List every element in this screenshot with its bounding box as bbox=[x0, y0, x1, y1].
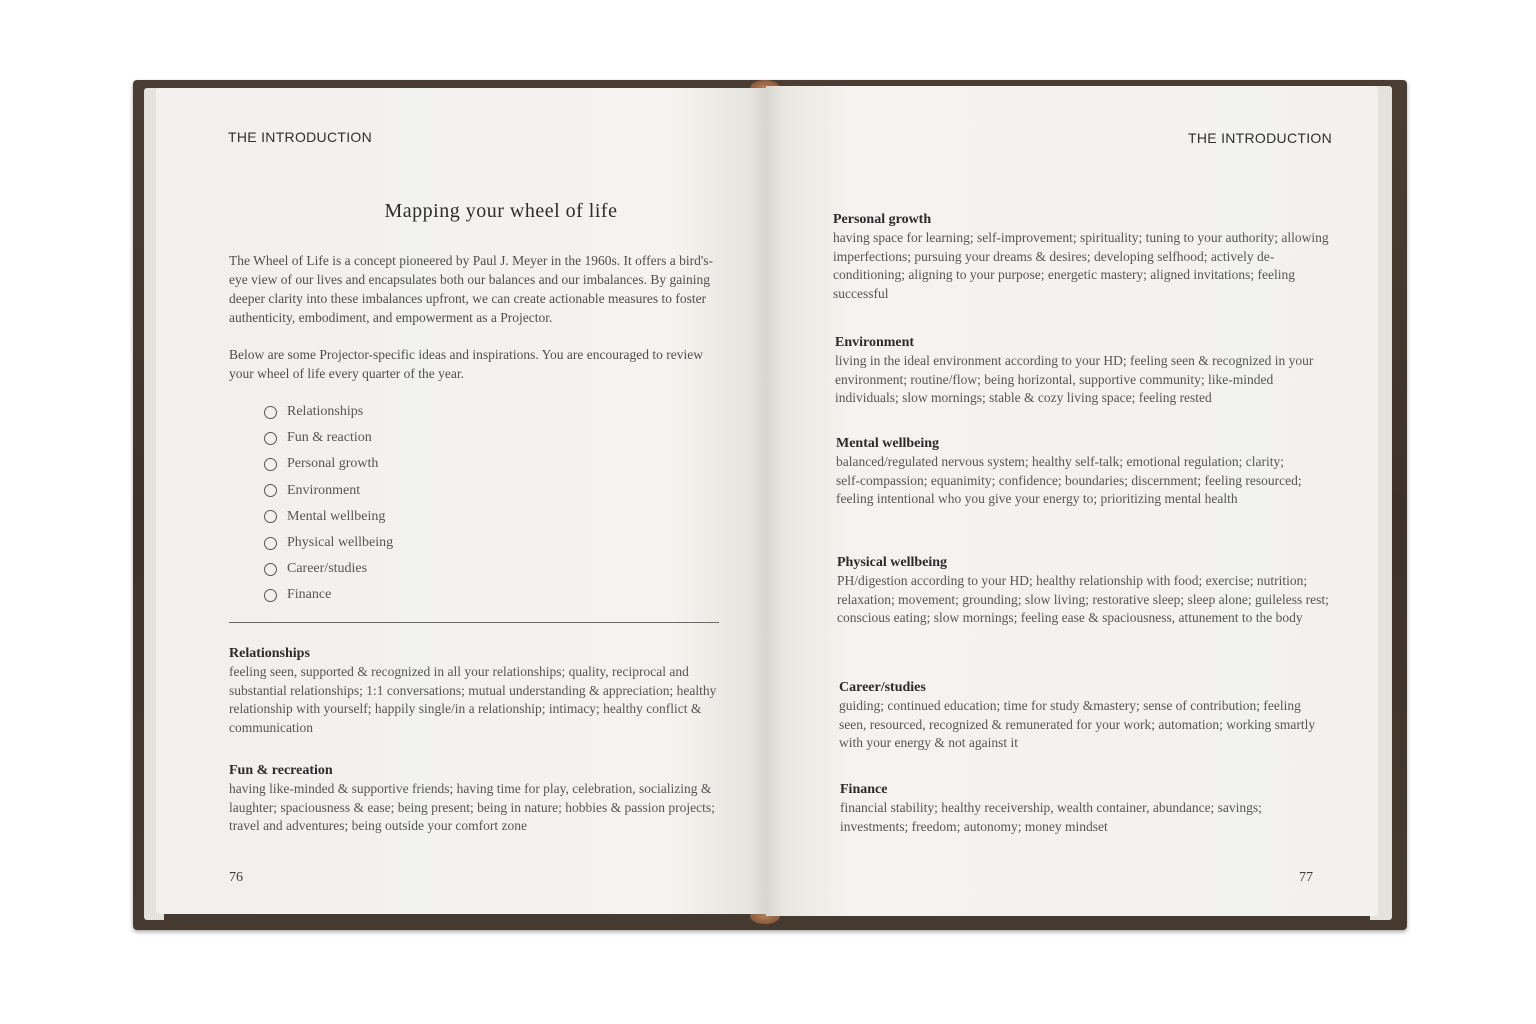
section-body: balanced/regulated nervous system; healthy self-talk; emotional regulation; clarity; self-compassion; equanimity; confidence; boundaries; discernment; feeling resourced; feeling intentional who you give your energy to; prioritizing mental health bbox=[836, 454, 1302, 506]
section-body: having space for learning; self-improvement; spirituality; tuning to your authority; allowing imperfections; pursuing your dreams & desires; developing selfhood; actively de-conditioning; aligning to your purpose; energetic mastery; aligned invitations; feeling successful bbox=[833, 230, 1329, 301]
checklist-label: Career/studies bbox=[287, 561, 368, 577]
section-relationships bbox=[229, 644, 725, 737]
checklist-label: Personal growth bbox=[287, 456, 379, 472]
section-body: PH/digestion according to your HD; healthy relationship with food; exercise; nutrition; relaxation; movement; grounding; slow living; restorative sleep; sleep alone; guileless rest; conscious eating; slow mornings; feeling ease & spaciousness, attunement to the body bbox=[837, 573, 1329, 625]
divider-rule bbox=[229, 622, 719, 623]
section-heading: Relationships bbox=[229, 646, 310, 661]
checklist-label: Relationships bbox=[287, 404, 364, 420]
section-finance bbox=[840, 780, 1310, 836]
wheel-checklist bbox=[264, 399, 393, 609]
running-head-left: THE INTRODUCTION bbox=[228, 129, 373, 145]
section-heading: Mental wellbeing bbox=[836, 436, 940, 451]
checklist-label: Mental wellbeing bbox=[287, 508, 386, 524]
section-fun-recreation bbox=[229, 761, 725, 836]
section-body: guiding; continued education; time for study &mastery; sense of contribution; feeling seen, resourced, recognized & remunerated for your work; automation; working smartly with your energy & not against it bbox=[839, 698, 1316, 750]
page-number-left: 76 bbox=[229, 870, 243, 885]
intro-paragraph-1: The Wheel of Life is a concept pioneered by Paul J. Meyer in the 1960s. It offers a bird's-eye view of our lives and encapsulates both our balances and our imbalances. By gaining deeper clarity into these imbalances upfront, we can create actionable measures to foster authenticity, embodiment, and empowerment as a Projector. bbox=[229, 253, 714, 325]
checklist-label: Fun & reaction bbox=[287, 430, 372, 446]
section-heading: Physical wellbeing bbox=[837, 555, 948, 570]
page-number-right: 77 bbox=[1299, 870, 1313, 885]
checklist-item[interactable] bbox=[264, 530, 393, 556]
checkbox-circle-icon[interactable] bbox=[264, 563, 277, 576]
section-body: living in the ideal environment according to your HD; feeling seen & recognized in your environment; routine/flow; being horizontal, supportive community; like-minded individuals; slow mornings; stable & cozy living space; feeling rested bbox=[835, 353, 1314, 405]
checkbox-circle-icon[interactable] bbox=[264, 537, 277, 550]
checkbox-circle-icon[interactable] bbox=[264, 458, 277, 471]
left-page bbox=[156, 88, 766, 914]
checklist-label: Finance bbox=[287, 587, 332, 603]
checklist-label: Physical wellbeing bbox=[287, 535, 394, 551]
running-head-right: THE INTRODUCTION bbox=[1187, 130, 1332, 146]
checkbox-circle-icon[interactable] bbox=[264, 432, 277, 445]
checkbox-circle-icon[interactable] bbox=[264, 589, 277, 602]
section-environment bbox=[835, 333, 1333, 408]
section-heading: Personal growth bbox=[833, 212, 932, 227]
section-personal-growth bbox=[833, 210, 1333, 303]
checkbox-circle-icon[interactable] bbox=[264, 406, 277, 419]
section-body: feeling seen, supported & recognized in all your relationships; quality, reciprocal and substantial relationships; 1:1 conversations; mutual understanding & appreciation; healthy relationship with yourself; happily single/in a relationship; intimacy; healthy conflict & communication bbox=[229, 664, 717, 735]
checklist-label: Environment bbox=[287, 482, 361, 498]
section-heading: Environment bbox=[835, 335, 915, 350]
right-page bbox=[766, 86, 1378, 916]
checklist-item[interactable] bbox=[264, 478, 393, 504]
section-heading: Fun & recreation bbox=[229, 763, 333, 778]
intro-paragraph-2: Below are some Projector-specific ideas and inspirations. You are encouraged to review your wheel of life every quarter of the year. bbox=[229, 347, 703, 381]
section-heading: Career/studies bbox=[839, 680, 926, 695]
section-body: having like-minded & supportive friends; having time for play, celebration, socializing & laughter; spaciousness & ease; being present; being in nature; hobbies & passion projects; travel and adventures; being outside your comfort zone bbox=[229, 781, 715, 833]
section-physical-wellbeing bbox=[837, 553, 1329, 628]
checklist-item[interactable] bbox=[264, 399, 393, 425]
section-body: financial stability; healthy receivership, wealth container, abundance; savings; investments; freedom; autonomy; money mindset bbox=[840, 800, 1262, 834]
checklist-item[interactable] bbox=[264, 582, 393, 608]
section-mental-wellbeing bbox=[836, 434, 1304, 509]
checklist-item[interactable] bbox=[264, 425, 393, 451]
checklist-item[interactable] bbox=[264, 556, 393, 582]
section-heading: Finance bbox=[840, 782, 888, 797]
checklist-item[interactable] bbox=[264, 504, 393, 530]
checkbox-circle-icon[interactable] bbox=[264, 484, 277, 497]
page-title: Mapping your wheel of life bbox=[384, 200, 618, 222]
checklist-item[interactable] bbox=[264, 451, 393, 477]
section-career-studies bbox=[839, 678, 1319, 753]
checkbox-circle-icon[interactable] bbox=[264, 510, 277, 523]
